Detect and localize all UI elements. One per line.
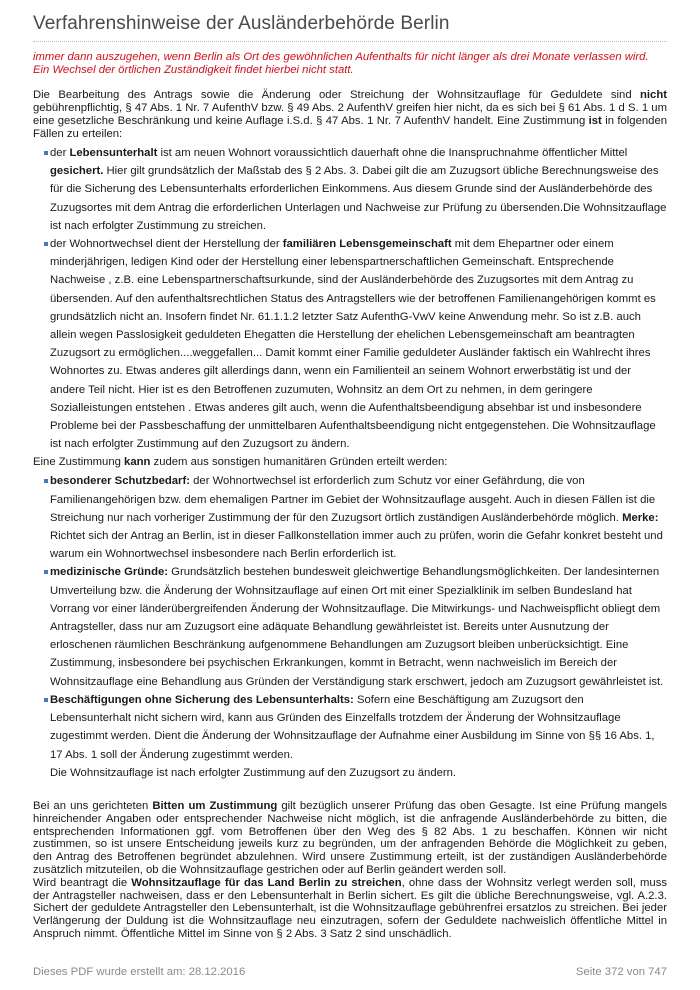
list-item [33,235,667,453]
footer-created-date: Dieses PDF wurde erstellt am: 28.12.2016 [33,966,246,978]
paragraph-consent-requests [33,800,667,877]
bold-span: nicht [640,89,667,101]
bullet-icon [44,698,48,702]
bullet-icon [44,151,48,155]
list-item [33,691,667,764]
text-span: der Wohnortwechsel dient der Herstellung der [50,238,283,251]
paragraph-requests [33,800,667,941]
bold-span: Merke: [622,511,659,524]
bold-span: Bitten um Zustimmung [152,800,278,812]
text-span: gebührenpflichtig, § 47 Abs. 1 Nr. 7 AufenthV bzw. § 49 Abs. 2 AufenthV greifen hier nicht, da es sich bei § 61 Abs. 1 d S. 1 um eine gesetzliche Beschränkung und keine Auflage i.S.d. § 47 Abs. 1 Nr. 7 AufenthV handelt. Eine Zustimmung [33,102,667,127]
paragraph-berlin-removal [33,877,667,941]
bold-span: familiären Lebensgemeinschaft [282,238,452,251]
list-closing-note: Die Wohnsitzauflage ist nach erfolgter Zustimmung auf den Zuzugsort zu ändern. [50,766,457,779]
humanitarian-reasons-list [33,472,667,763]
bold-span: besonderer Schutzbedarf: [50,475,190,488]
text-span: Eine Zustimmung [33,456,125,469]
list-item [33,472,667,563]
red-note: immer dann auszugehen, wenn Berlin als Ort des gewöhnlichen Aufenthalts für nicht länger als drei Monate verlassen wird. Ein Wechsel der örtlichen Zuständigkeit findet hierbei nicht statt. [33,51,649,76]
document-page [33,0,667,782]
text-span: Bei an uns gerichteten [33,800,153,812]
text-span: gilt bezüglich unserer Prüfung das oben Gesagte. Ist eine Prüfung mangels hinreichender Angaben oder entsprechender Nachweise nicht möglich, ist die anfragende Ausländerbehörde zu bitten, die entsprechenden Informationen ggf. vom Betroffenen über den Weg des § 82 Abs. 1 zu beschaffen. Können wir nicht zustimmen, so ist unsere Entscheidung jeweils kurz zu begründen, um der anfragenden Behörde die Möglichkeit zu geben, den Antrag des Betroffenen begründet abzulehnen. Wird unsere Zustimmung erteilt, ist der zuständigen Ausländerbehörde zusätzlich mitzuteilen, ob die Wohnsitzauflage gestrichen oder auf Berlin geändert werden soll. [33,800,667,876]
bold-span: Lebensunterhalt [69,147,158,159]
bold-span: medizinische Gründe: [50,566,169,579]
text-span: ist am neuen Wohnort voraussichtlich dauerhaft ohne die Inanspruchnahme öffentlicher Mittel [157,147,628,159]
text-span: Die Bearbeitung des Antrags sowie die Änderung oder Streichung der Wohnsitzauflage für Geduldete sind [33,89,640,101]
paragraph-humanitarian-intro [33,455,667,470]
paragraph-fees [33,89,667,141]
text-span: mit dem Ehepartner oder einem minderjährigen, ledigen Kind oder der Herstellung einer lebenspartnerschaftlichen Gemeinschaft. Entsprechende Nachweise , z.B. eine Lebenspartnerschaftsurkunde, sind der Ausländerbehörde des Zuzugsortes mit dem Antrag zu übersenden. Auf den aufenthaltsrechtlichen Status des Antragstellers wie der betroffenen Familienangehörigen kommt es grundsätzlich nicht an. Insofern findet Nr. 61.1.1.2 letzter Satz AufenthG-VwV keine Anwendung mehr. So ist z.B. auch allein wegen Passlosigkeit geduldeten Ehegatten die Herstellung der ehelichen Lebensgemeinschaft am beantragten Zuzugsort zu ermöglichen....weggefallen... Damit kommt einer Familie geduldeter Ausländer faktisch ein Wahlrecht ihres Wohnortes zu. Etwas anderes gilt allerdings dann, wenn ein Familienteil an seinem Wohnort erwerbstätig ist und der andere Teil nicht. Hier ist es den Betroffenen zuzumuten, Wohnsitz an dem Ort zu nehmen, in dem geringere Sozialleistungen entstehen . Etwas anderes gilt auch, wenn die Aufenthaltsbeendigung absehbar ist und insbesondere Probleme bei der Passbeschaffung der unmittelbaren Aufenthaltsbeendigung nicht entgegenstehen. Die Wohnsitzauflage ist nach erfolgter Zustimmung auf den Zuzugsort zu ändern. [50,238,656,451]
footer-page-number: Seite 372 von 747 [575,966,667,978]
bold-span: kann [124,456,151,469]
bold-span: Wohnsitzauflage für das Land Berlin zu streichen [131,876,402,889]
bullet-icon [44,570,48,574]
bullet-icon [44,479,48,483]
bullet-icon [44,242,48,246]
text-span: der Wohnortwechsel ist erforderlich zum Schutz vor einer Gefährdung, die von Familienangehörigen bzw. dem ehemaligen Partner im Gebiet der Wohnsitzauflage ausgeht. Auch in diesen Fällen ist die Streichung nur nach vorheriger Zustimmung der für den Zuzugsort örtlich zuständigen Ausländerbehörde möglich. [50,475,656,524]
text-span: zudem aus sonstigen humanitären Gründen erteilt werden: [150,456,448,469]
list-item [33,144,667,235]
bold-span: ist [588,115,602,127]
text-span: Grundsätzlich bestehen bundesweit gleichwertige Behandlungsmöglichkeiten. Der landesinternen Umverteilung bzw. die Änderung der Wohnsitzauflage auf einen Ort mit einer Spezialklinik im selben Bundesland hat Vorrang vor einer länderübergreifenden Änderung der Wohnsitzauflage. Die Mitwirkungs- und Nachweispflicht obliegt dem Antragsteller, dass nur am Zuzugsort eine adäquate Behandlung gewährleistet ist. Bereits unter Ausnutzung der erloschenen räumlichen Beschränkung aufgenommene Behandlungen am Zuzugsort bleiben unberücksichtigt. Eine Zustimmung, insbesondere bei psychischen Erkrankungen, kommt in Betracht, wenn nachweislich im Bereich der Wohnsitzauflage eine Behandlung aus Gründen der Verständigung stark erschwert, jedoch am Zuzugsort gewährleistet ist. [50,566,664,688]
text-span: Wird beantragt die [33,876,132,889]
text-span: Hier gilt grundsätzlich der Maßstab des § 2 Abs. 3. Dabei gilt die am Zuzugsort übliche Berechnungsweise des für die Sicherung des Lebensunterhalts erforderlichen Einkommens. Aus diesem Grunde sind der Ausländerbehörde des Zuzugsortes mit dem Antrag die erforderlichen Unterlagen und Nachweise zur Prüfung zu übersenden.Die Wohnsitzauflage ist nach erfolgter Zustimmung zu streichen. [50,165,667,232]
text-span: der [50,147,70,159]
page-title: Verfahrenshinweise der Ausländerbehörde Berlin [33,13,667,42]
bold-span: Beschäftigungen ohne Sicherung des Lebensunterhalts: [50,693,354,706]
text-span: in folgenden Fällen zu erteilen: [33,115,668,140]
text-span: , ohne dass der Wohnsitz verlegt werden soll, muss der Antragsteller nachweisen, dass er den Lebensunterhalt in Berlin sichert. Es gilt die übliche Berechnungsweise, vgl. A.2.3. Sichert der geduldete Antragsteller den Lebensunterhalt, ist die Wohnsitzauflage gebührenfrei ersatzlos zu streichen. Bei jeder Verlängerung der Duldung ist die Wohnsitzauflage neu einzutragen, sofern der Geduldete nachweislich öffentliche Mittel in Anspruch nimmt. Öffentliche Mittel im Sinne von § 2 Abs. 3 Satz 2 sind unschädlich. [33,876,667,940]
list-item [33,563,667,690]
text-span: Richtet sich der Antrag an Berlin, ist in dieser Fallkonstellation immer auch zu prüfen, worin die Gefahr konkret besteht und warum ein Wohnortwechsel insbesondere nach Berlin erforderlich ist. [50,530,663,561]
bold-span: gesichert. [50,165,104,178]
text-span: Sofern eine Beschäftigung am Zuzugsort den Lebensunterhalt nicht sichern wird, kann aus Gründen des Einzelfalls trotzdem der Änderung der Wohnsitzauflage zugestimmt werden. Dient die Änderung der Wohnsitzauflage der Aufnahme einer Ausbildung im Sinne von §§ 16 Abs. 1, 17 Abs. 1 soll der Änderung zugestimmt werden. [50,693,655,761]
consent-required-list [33,144,667,453]
